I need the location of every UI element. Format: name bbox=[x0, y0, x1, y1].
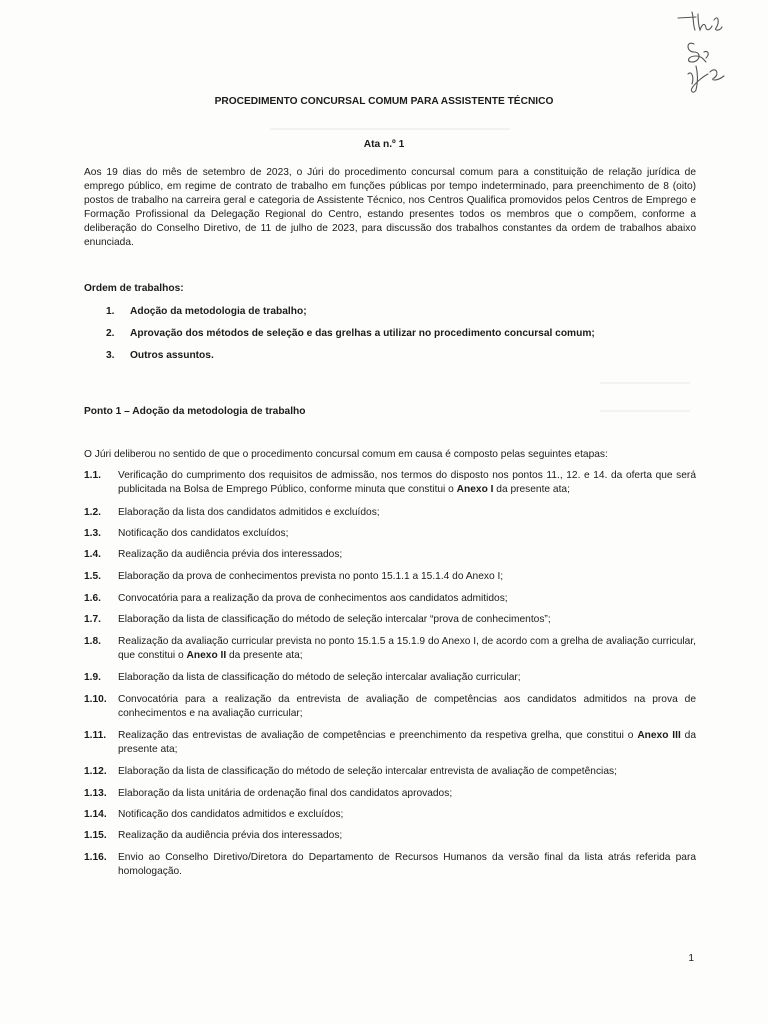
step-item bbox=[84, 729, 696, 757]
step-text: Envio ao Conselho Diretivo/Diretora do Departamento de Recursos Humanos da versão final da lista atrás referida para homologação. bbox=[118, 852, 696, 877]
agenda-item bbox=[106, 327, 706, 341]
step-text: Realização das entrevistas de avaliação de competências e preenchimento da respetiva grelha, que constitui o bbox=[118, 730, 638, 741]
step-item bbox=[84, 765, 696, 779]
agenda-item bbox=[106, 305, 706, 319]
bleed-through-mark bbox=[600, 382, 690, 384]
step-text: Elaboração da lista unitária de ordenação final dos candidatos aprovados; bbox=[118, 788, 453, 799]
step-number: 1.6. bbox=[84, 593, 101, 604]
agenda-item-text: Aprovação dos métodos de seleção e das grelhas a utilizar no procedimento concursal comum; bbox=[130, 328, 595, 339]
step-text: Notificação dos candidatos admitidos e excluídos; bbox=[118, 809, 344, 820]
step-number: 1.2. bbox=[84, 507, 101, 518]
step-text: Realização da avaliação curricular prevista no ponto 15.1.5 a 15.1.9 do Anexo I, de acordo com a grelha de avaliação curricular, que constitui o bbox=[118, 636, 696, 661]
step-item bbox=[84, 613, 696, 627]
step-text: Elaboração da lista de classificação do método de seleção intercalar avaliação curricular; bbox=[118, 672, 521, 683]
agenda-item-number: 1. bbox=[106, 306, 115, 317]
step-item bbox=[84, 851, 696, 879]
agenda-item-number: 2. bbox=[106, 328, 115, 339]
step-number: 1.5. bbox=[84, 571, 101, 582]
step-number: 1.13. bbox=[84, 788, 107, 799]
step-number: 1.16. bbox=[84, 852, 107, 863]
bleed-through-mark bbox=[600, 410, 690, 412]
step-item bbox=[84, 671, 696, 685]
document-subtitle: Ata n.º 1 bbox=[363, 139, 405, 150]
handwritten-initials bbox=[658, 0, 768, 100]
annex-reference: Anexo II bbox=[186, 650, 227, 661]
step-item bbox=[84, 548, 696, 562]
step-text: Realização da audiência prévia dos interessados; bbox=[118, 830, 343, 841]
agenda-item-text: Adoção da metodologia de trabalho; bbox=[130, 306, 307, 317]
step-text: Verificação do cumprimento dos requisitos de admissão, nos termos do disposto nos pontos 11., 12. e 14. da oferta que será publicitada na Bolsa de Emprego Público, conforme minuta que constitui o bbox=[118, 470, 696, 495]
step-item bbox=[84, 635, 696, 663]
annex-reference: Anexo III bbox=[637, 730, 681, 741]
step-number: 1.11. bbox=[84, 730, 107, 741]
step-item bbox=[84, 469, 696, 497]
intro-paragraph: Aos 19 dias do mês de setembro de 2023, o Júri do procedimento concursal comum para a constituição de relação jurídica de emprego público, em regime de contrato de trabalho em funções públicas por tempo indeterminado, para preenchimento de 8 (oito) postos de trabalho na carreira geral e categoria de Assistente Técnico, nos Centros Qualifica promovidos pelos Centros de Emprego e Formação Profissional da Delegação Regional do Centro, estando presentes todos os membros que o compõem, conforme a deliberação do Conselho Diretivo, de 11 de julho de 2023, para discussão dos trabalhos constantes da ordem de trabalhos abaixo enunciada. bbox=[84, 167, 696, 248]
document-title: PROCEDIMENTO CONCURSAL COMUM PARA ASSISTENTE TÉCNICO bbox=[214, 96, 554, 107]
agenda-item-text: Outros assuntos. bbox=[130, 350, 214, 361]
step-number: 1.15. bbox=[84, 830, 107, 841]
step-number: 1.12. bbox=[84, 766, 107, 777]
step-number: 1.7. bbox=[84, 614, 101, 625]
step-item bbox=[84, 693, 696, 721]
step-text: Elaboração da lista dos candidatos admitidos e excluídos; bbox=[118, 507, 380, 518]
step-number: 1.9. bbox=[84, 672, 101, 683]
annex-reference: Anexo I bbox=[456, 484, 494, 495]
step-text: Elaboração da prova de conhecimentos prevista no ponto 15.1.1 a 15.1.4 do Anexo I; bbox=[118, 571, 504, 582]
point-heading: Ponto 1 – Adoção da metodologia de trabalho bbox=[84, 406, 306, 417]
page-number: 1 bbox=[688, 953, 694, 964]
step-text: Notificação dos candidatos excluídos; bbox=[118, 528, 289, 539]
point-intro: O Júri deliberou no sentido de que o procedimento concursal comum em causa é composto pelas seguintes etapas: bbox=[84, 449, 608, 460]
step-text: Elaboração da lista de classificação do método de seleção intercalar “prova de conhecimentos”; bbox=[118, 614, 551, 625]
agenda-item-number: 3. bbox=[106, 350, 115, 361]
step-number: 1.10. bbox=[84, 694, 107, 705]
bleed-through-mark bbox=[270, 128, 510, 130]
step-text-end: da presente ata; bbox=[226, 650, 303, 661]
step-text-end: da presente ata; bbox=[493, 484, 570, 495]
step-text: Convocatória para a realização da prova de conhecimentos aos candidatos admitidos; bbox=[118, 593, 508, 604]
step-item bbox=[84, 808, 696, 822]
agenda-heading: Ordem de trabalhos: bbox=[84, 283, 184, 294]
step-number: 1.4. bbox=[84, 549, 101, 560]
agenda-item bbox=[106, 349, 706, 363]
step-item bbox=[84, 506, 696, 520]
step-item bbox=[84, 787, 696, 801]
step-number: 1.14. bbox=[84, 809, 107, 820]
step-text-end: da presente ata; bbox=[118, 730, 696, 755]
step-item bbox=[84, 592, 696, 606]
step-number: 1.1. bbox=[84, 470, 101, 481]
step-item bbox=[84, 527, 696, 541]
step-text: Convocatória para a realização da entrevista de avaliação de competências aos candidatos admitidos na prova de conhecimentos e na avaliação curricular; bbox=[118, 694, 696, 719]
step-text: Realização da audiência prévia dos interessados; bbox=[118, 549, 343, 560]
step-item bbox=[84, 570, 696, 584]
step-number: 1.3. bbox=[84, 528, 101, 539]
step-text: Elaboração da lista de classificação do método de seleção intercalar entrevista de avaliação de competências; bbox=[118, 766, 617, 777]
step-item bbox=[84, 829, 696, 843]
step-number: 1.8. bbox=[84, 636, 101, 647]
